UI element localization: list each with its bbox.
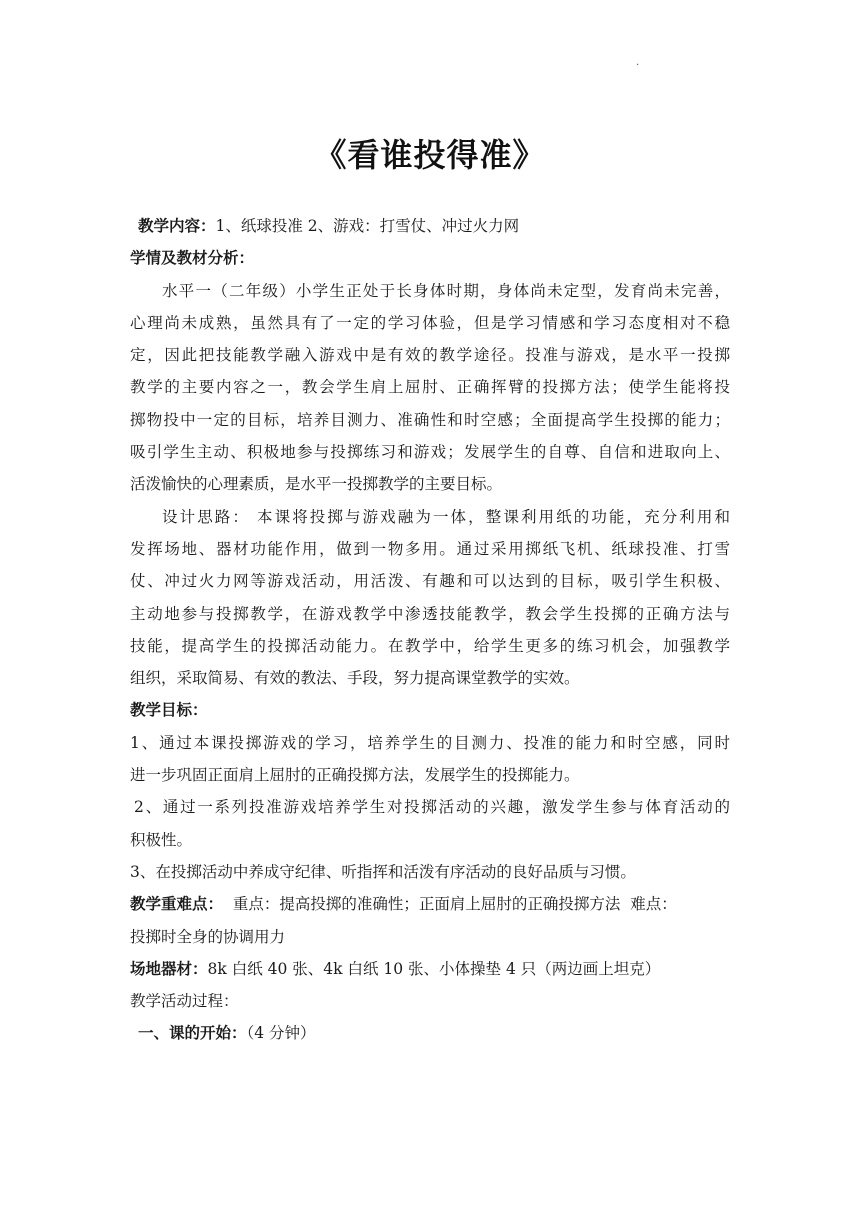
document-body [130,210,730,1050]
analysis-heading: 学情及教材分析： [130,249,255,268]
analysis-para1-line: 活泼愉快的心理素质，是水平一投掷教学的主要目标。 [130,475,503,494]
key-points-text: 重点：提高投掷的准确性；正面肩上屈肘的正确投掷方法 难点： [223,895,677,914]
design-idea-line: 仗、冲过火力网等游戏活动，用活泼、有趣和可以达到的目标，吸引学生积极、 [130,572,730,591]
teaching-content-line [130,210,730,242]
goals-heading: 教学目标： [130,701,208,720]
goal-3-line: 3、在投掷活动中养成守纪律、听指挥和活泼有序活动的良好品质与习惯。 [130,862,636,881]
goal-1-line: 进一步巩固正面肩上屈肘的正确投掷方法，发展学生的投掷能力。 [130,766,580,785]
goal-1-line: 1、通过本课投掷游戏的学习，培养学生的目测力、投准的能力和时空感，同时 [130,733,730,752]
key-points-line [130,888,730,920]
teaching-content-label: 教学内容： [138,217,216,235]
corner-mark: · [636,60,640,71]
analysis-para1-line: 水平一（二年级）小学生正处于长身体时期，身体尚未定型，发育尚未完善， [162,281,730,300]
key-points-line-2: 投掷时全身的协调用力 [130,927,286,946]
design-idea-line: 发挥场地、器材功能作用，做到一物多用。通过采用掷纸飞机、纸球投准、打雪 [130,539,730,558]
analysis-para1-line: 教学的主要内容之一，教会学生肩上屈肘、正确挥臂的投掷方法；使学生能将投 [130,378,730,397]
analysis-para1-line: 心理尚未成熟，虽然具有了一定的学习体验，但是学习情感和学习态度相对不稳 [130,313,730,332]
analysis-para1-line: 掷物投中一定的目标，培养目测力、准确性和时空感；全面提高学生投掷的能力； [130,410,730,429]
design-idea-line: 主动地参与投掷教学，在游戏教学中渗透技能教学，教会学生投掷的正确方法与 [130,604,730,623]
equipment-text: 8k 白纸 40 张、4k 白纸 10 张、小体操垫 4 只（两边画上坦克） [207,959,661,978]
section-1-label: 一、课的开始： [138,1024,247,1043]
process-heading: 教学活动过程： [130,992,239,1011]
goal-2-line: 2、通过一系列投准游戏培养学生对投掷活动的兴趣，激发学生参与体育活动的 [134,798,730,817]
analysis-para1-line: 吸引学生主动、积极地参与投掷练习和游戏；发展学生的自尊、自信和进取向上、 [130,443,730,462]
section-1-line [130,1017,730,1049]
page-title: 《看谁投得准》 [314,136,546,174]
design-idea-line: 组织，采取简易、有效的教法、手段，努力提高课堂教学的实效。 [130,669,580,688]
section-1-time: （4 分钟） [246,1024,316,1043]
goal-2-line: 积极性。 [130,830,193,849]
key-points-label: 教学重难点： [130,895,224,914]
design-idea-line: 技能，提高学生的投掷活动能力。在教学中，给学生更多的练习机会，加强教学 [130,636,730,655]
teaching-content-text: 1、纸球投准 2、游戏：打雪仗、冲过火力网 [215,217,520,235]
analysis-para1-line: 定，因此把技能教学融入游戏中是有效的教学途径。投准与游戏，是水平一投掷 [130,346,730,365]
equipment-line [130,953,730,985]
design-idea-line: 设计思路： 本课将投掷与游戏融为一体，整课利用纸的功能，充分利用和 [162,507,730,526]
equipment-label: 场地器材： [130,959,208,978]
